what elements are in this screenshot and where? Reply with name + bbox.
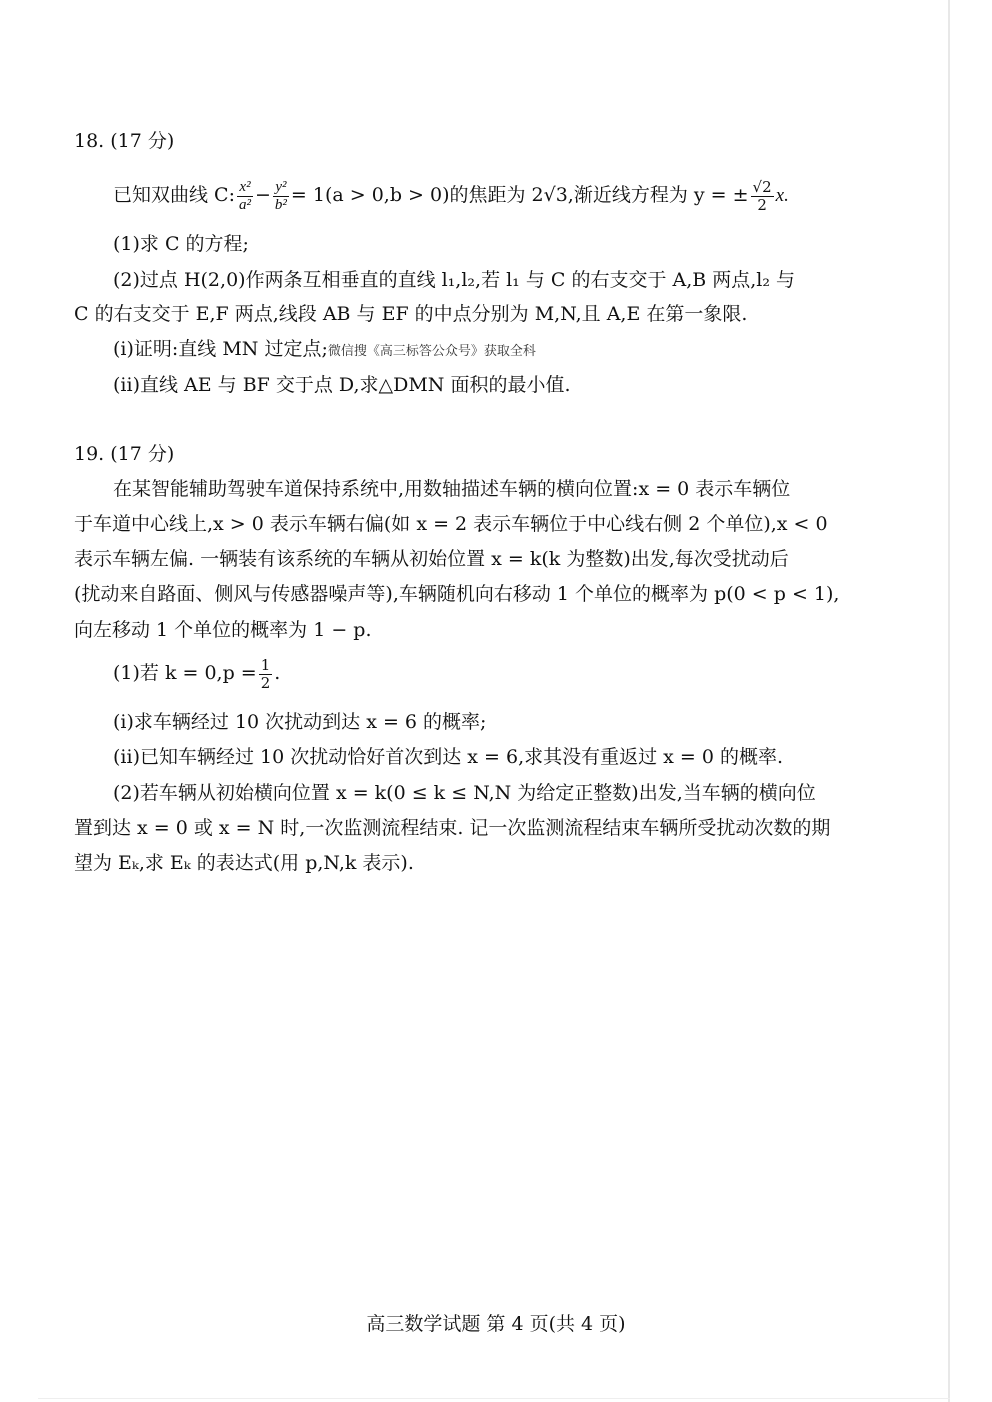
q18-f2-den: b²: [274, 196, 287, 213]
q18-minus: −: [254, 184, 271, 206]
q19-line5: 向左移动 1 个单位的概率为 1 − p.: [74, 619, 372, 641]
q18-stem-post: x.: [775, 185, 789, 206]
q19-part1-i: (i)求车辆经过 10 次扰动到达 x = 6 的概率;: [113, 711, 487, 733]
q18-fraction-y2-b2: [273, 180, 289, 213]
q19-fraction-half: [259, 655, 273, 692]
q19-p1-num: 1: [260, 655, 271, 674]
q18-stem-pre: 已知双曲线 C:: [113, 184, 235, 206]
q19-p1-den: 2: [260, 673, 271, 692]
q19-part2-line3: 望为 Eₖ,求 Eₖ 的表达式(用 p,N,k 表示).: [74, 852, 414, 874]
q18-stem-mid: = 1(a > 0,b > 0)的焦距为 2√3,渐近线方程为 y = ±: [290, 184, 749, 206]
q19-part1-pre: (1)若 k = 0,p =: [113, 662, 257, 684]
q18-header: 18. (17 分): [74, 130, 175, 152]
q19-part1-ii: (ii)已知车辆经过 10 次扰动恰好首次到达 x = 6,求其没有重返过 x = 0 的概率.: [113, 746, 784, 768]
q19-part2-line2: 置到达 x = 0 或 x = N 时,一次监测流程结束. 记一次监测流程结束车辆所受扰动次数的期: [74, 817, 831, 839]
q19-line1: 在某智能辅助驾驶车道保持系统中,用数轴描述车辆的横向位置:x = 0 表示车辆位: [113, 478, 791, 500]
q18-f1-num: x²: [237, 180, 253, 197]
q19-line3: 表示车辆左偏. 一辆装有该系统的车辆从初始位置 x = k(k 为整数)出发,每次受扰动后: [74, 548, 789, 570]
q18-f3-num: √2: [752, 177, 772, 196]
q18-part2-i-text: (i)证明:直线 MN 过定点;: [113, 338, 328, 360]
page-bottom-edge: [38, 1398, 950, 1399]
q18-part2-ii: (ii)直线 AE 与 BF 交于点 D,求△DMN 面积的最小值.: [113, 374, 571, 396]
q18-part2-line1: (2)过点 H(2,0)作两条互相垂直的直线 l₁,l₂,若 l₁ 与 C 的右支交于 A,B 两点,l₂ 与: [113, 269, 796, 291]
page-right-border: [948, 0, 950, 1402]
q19-part1: [113, 656, 280, 691]
q18-f1-den: a²: [238, 196, 251, 213]
page-footer: 高三数学试题 第 4 页(共 4 页): [366, 1313, 626, 1335]
q18-f3-den: 2: [757, 195, 767, 214]
q19-part1-post: .: [274, 662, 281, 684]
q19-line4: (扰动来自路面、侧风与传感器噪声等),车辆随机向右移动 1 个单位的概率为 p(0 < p < 1),: [74, 583, 840, 605]
q18-f2-num: y²: [273, 180, 289, 197]
q18-part2-line2: C 的右支交于 E,F 两点,线段 AB 与 EF 的中点分别为 M,N,且 A,E 在第一象限.: [74, 303, 748, 325]
q19-part2-line1: (2)若车辆从初始横向位置 x = k(0 ≤ k ≤ N,N 为给定正整数)出发,当车辆的横向位: [113, 782, 816, 804]
q18-fraction-x2-a2: [237, 180, 253, 213]
q19-header: 19. (17 分): [74, 443, 175, 465]
q18-stem: [113, 178, 789, 213]
q19-line2: 于车道中心线上,x > 0 表示车辆右偏(如 x = 2 表示车辆位于中心线右侧 2 个单位),x < 0: [74, 513, 828, 535]
q18-part2-i: [113, 336, 536, 365]
q18-fraction-sqrt2-2: [751, 177, 774, 214]
q18-part1: (1)求 C 的方程;: [113, 233, 249, 255]
watermark-text: 微信搜《高三标答公众号》获取全科: [327, 344, 536, 359]
